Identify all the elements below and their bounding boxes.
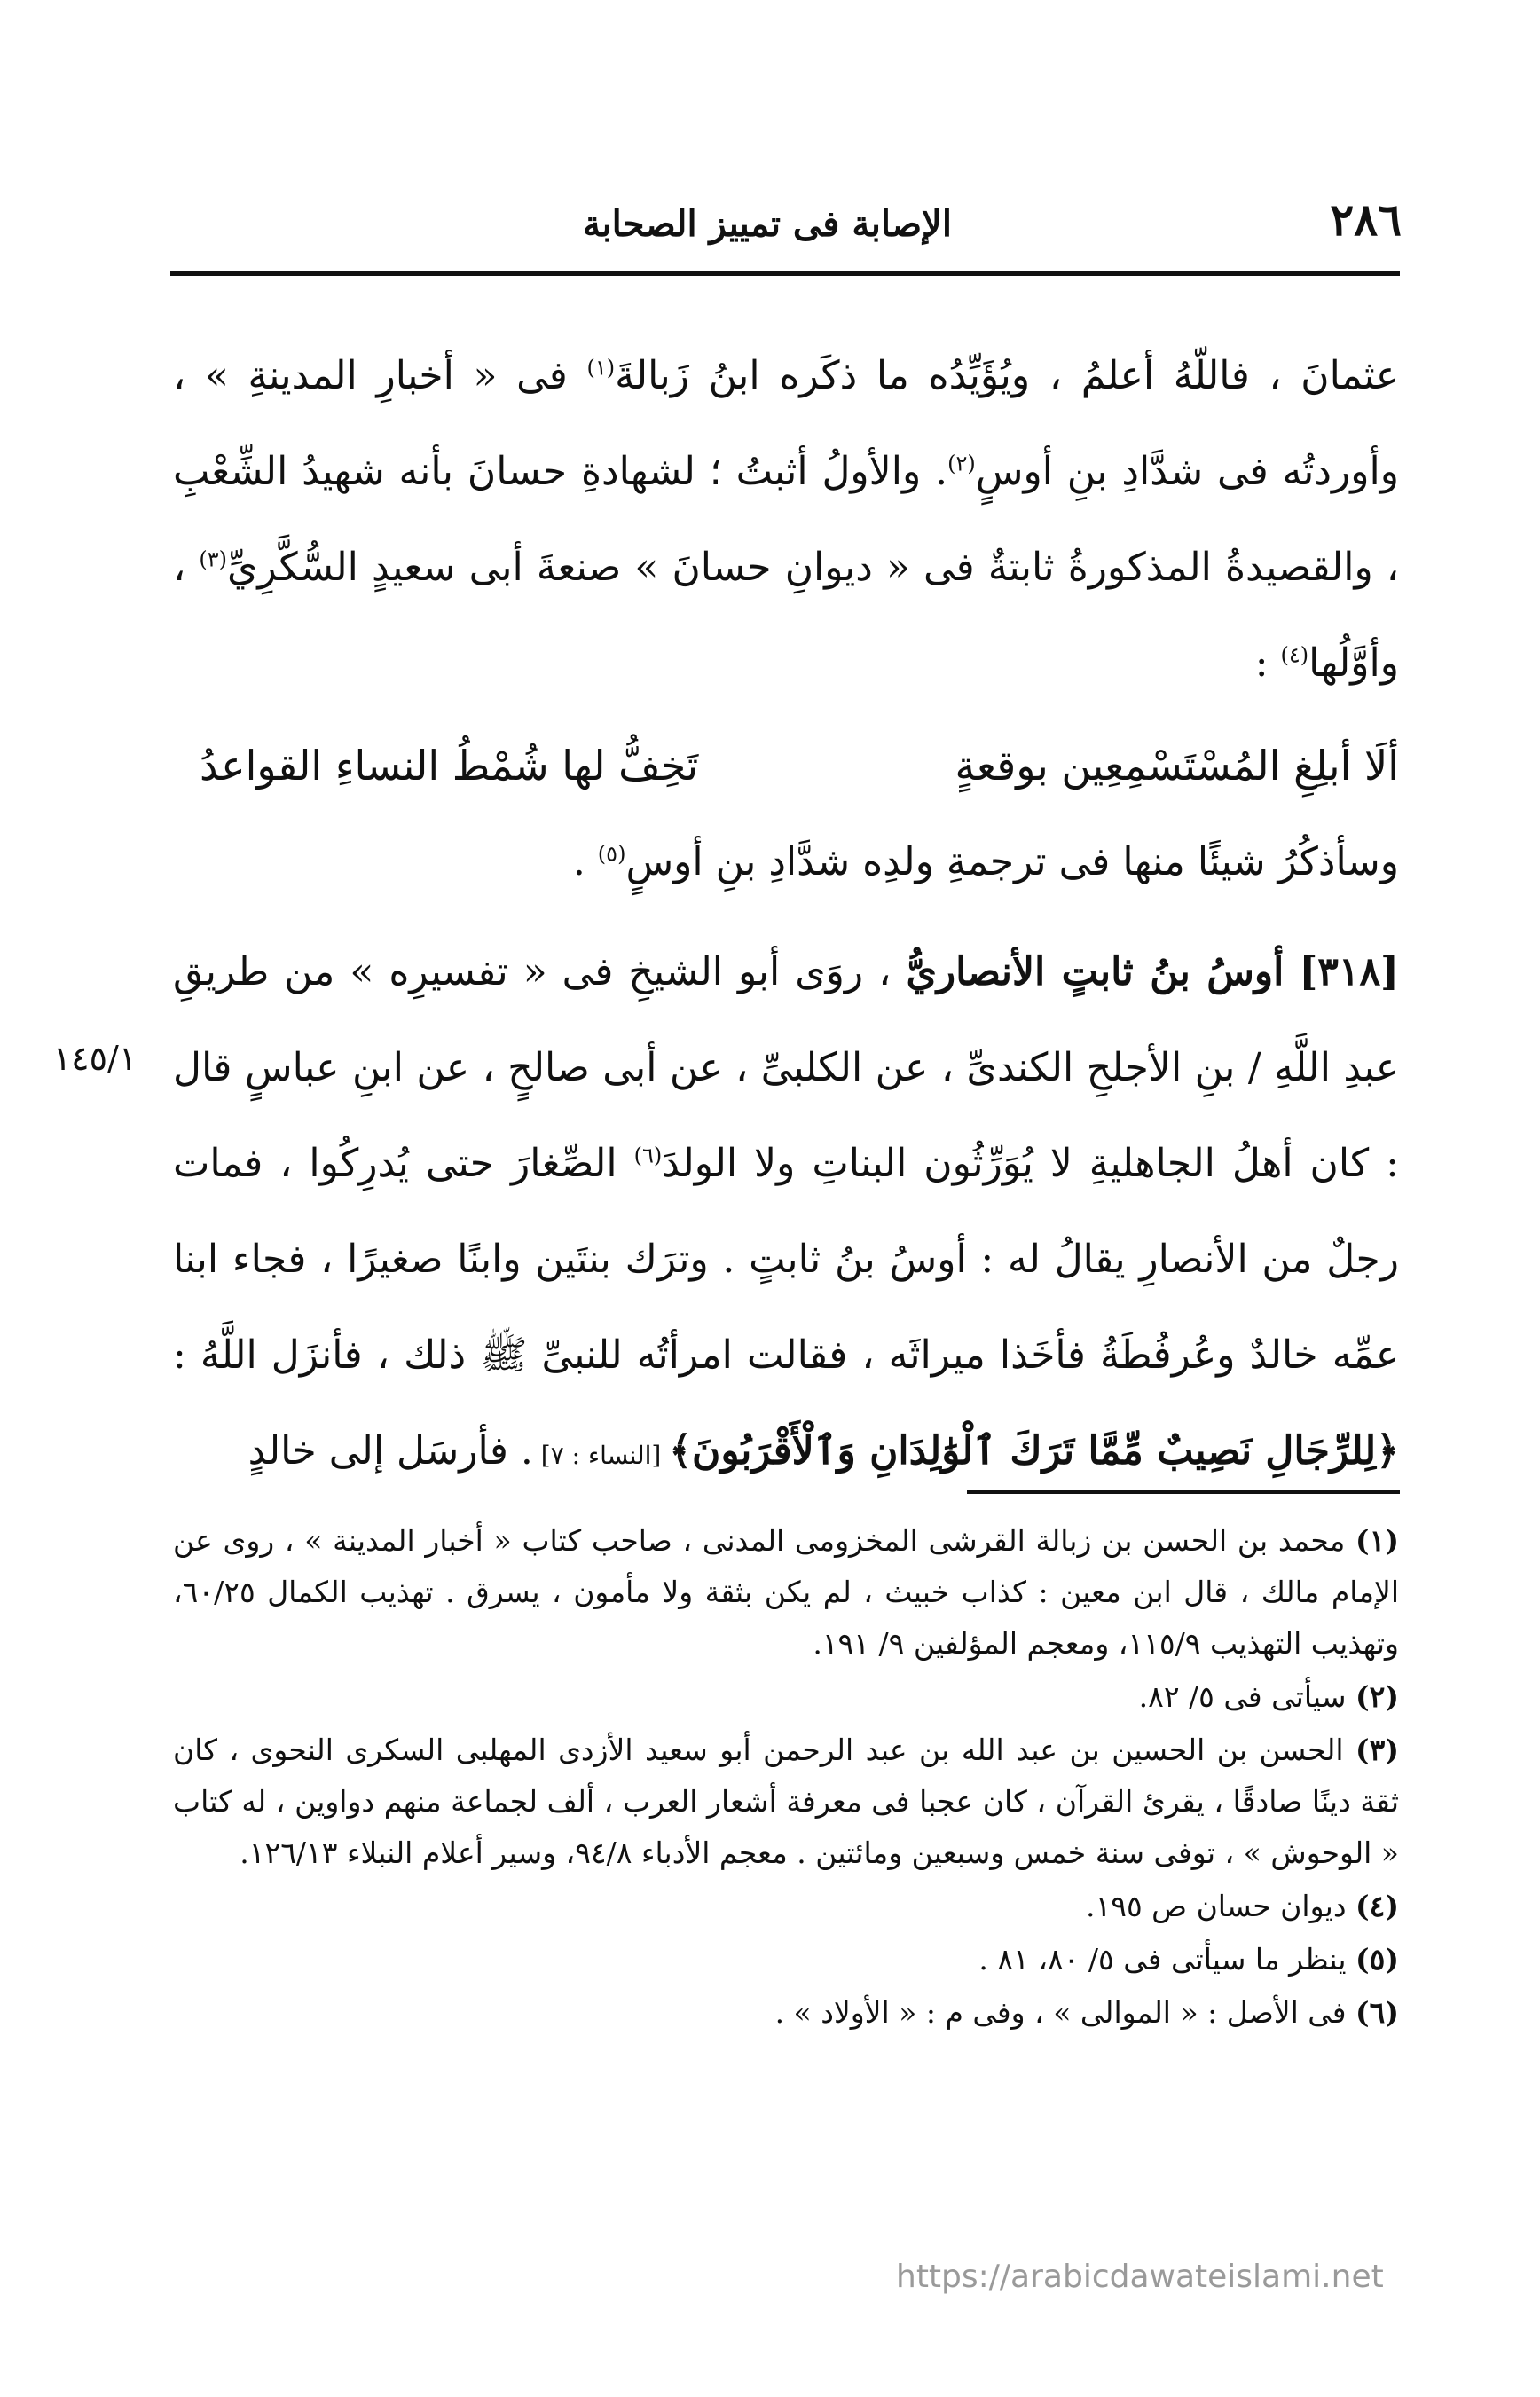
entry-number: [٣١٨] (1299, 949, 1399, 994)
entry-paragraph (173, 924, 1399, 1504)
text-segment: . فأرسَل إلى خالدٍ (248, 1428, 533, 1474)
footnote-3 (173, 1725, 1399, 1879)
footnote-1 (173, 1515, 1399, 1670)
footnote-number: (٣) (1355, 1733, 1399, 1767)
text-segment: الصِّغارَ حتى يُدرِكُوا ، فمات رجلٌ من الأنصارِ يقالُ له : أوسُ بنُ ثابتٍ . وترَك بنتَين وابنًا صغيرًا ، فجاء ابنا عمِّه خالدٌ وعُرفُطَةُ فأخَذا ميراثَه ، فقالت امرأتُه للنبىِّ ﷺ ذلك ، فأنزَل اللَّهُ : (173, 1141, 1399, 1378)
running-title: الإصابة فى تمييز الصحابة (583, 203, 952, 245)
footnote-number: (١) (1355, 1523, 1399, 1558)
footnote-text: سيأتى فى ٥/ ٨٢. (1138, 1679, 1356, 1714)
footnote-marker-4[interactable]: (٤) (1280, 642, 1309, 668)
footnote-marker-3[interactable]: (٣) (199, 546, 227, 572)
text-segment: وسأذكُرُ شيئًا منها فى ترجمةِ ولدِه شدَّادِ بنِ أوسٍ (625, 839, 1399, 884)
footnote-text: محمد بن الحسن بن زبالة القرشى المخزومى المدنى ، صاحب كتاب « أخبار المدينة » ، روى عن الإمام مالك ، قال ابن معين : كذاب خبيث ، لم يكن بثقة ولا مأمون ، يسرق . تهذيب الكمال ٦٠/٢٥، وتهذيب التهذيب ١١٥/٩، ومعجم المؤلفين ٩/ ١٩١. (173, 1523, 1399, 1661)
paragraph-2 (173, 814, 1399, 910)
footnote-6 (173, 1987, 1399, 2039)
footnote-number: (٤) (1355, 1889, 1399, 1923)
header-rule (170, 271, 1400, 276)
footnote-number: (٥) (1355, 1942, 1399, 1977)
text-segment: . والأولُ أثبتُ ؛ لشهادةِ حسانَ بأنه شهيدُ الشِّعْبِ ، والقصيدةُ المذكورةُ ثابتةٌ فى « ديوانِ حسانَ » صنعةَ أبى سعيدٍ السُّكَّرِيِّ (173, 449, 1400, 590)
footnote-number: (٢) (1355, 1679, 1399, 1714)
text-segment: ، وأوَّلُها (173, 545, 1399, 686)
footnote-2 (173, 1671, 1399, 1723)
footnote-5 (173, 1934, 1399, 1985)
entry-name: أوسُ بنُ ثابتٍ الأنصاريُّ (906, 949, 1285, 994)
footnote-text: فى الأصل : « الموالى » ، وفى م : « الأولاد » . (774, 1995, 1356, 2030)
footnote-marker-1[interactable]: (١) (586, 355, 616, 381)
footnote-rule (967, 1490, 1400, 1494)
poem-second-hemistich: تَخِفُّ لها شُمْطُ النساءِ القواعدُ (200, 742, 699, 790)
page-number: ٢٨٦ (1330, 193, 1402, 246)
footnote-marker-5[interactable]: (٥) (597, 841, 626, 867)
footnotes (173, 1515, 1399, 2040)
footnote-marker-2[interactable]: (٢) (947, 451, 976, 476)
text-segment: عثمانَ ، فاللّهُ أعلمُ ، ويُؤَيِّدُه ما ذكَره ابنُ زَبالةَ (615, 353, 1399, 398)
paragraph-1 (173, 328, 1399, 711)
text-segment: . (572, 839, 598, 884)
text-segment: فى « أخبارِ المدينةِ » ، وأوردتُه فى شدَّادِ بنِ أوسٍ (173, 353, 1399, 494)
footnote-number: (٦) (1355, 1995, 1399, 2030)
poem-verse (173, 717, 1399, 814)
footnote-text: ينظر ما سيأتى فى ٥/ ٨٠، ٨١ . (978, 1942, 1356, 1977)
watermark-url: https://arabicdawateislami.net (896, 2259, 1384, 2295)
footnote-text: الحسن بن الحسين بن عبد الله بن عبد الرحمن أبو سعيد الأزدى المهلبى السكرى النحوى ، كان ثقة دينًا صادقًا ، يقرئ القرآن ، كان عجبا فى معرفة أشعار العرب ، ألف لجماعة منهم دواوين ، له كتاب « الوحوش » ، توفى سنة خمس وسبعين ومائتين . معجم الأدباء ٩٤/٨، وسير أعلام النبلاء ١٢٦/١٣. (173, 1733, 1399, 1870)
text-segment: ، روَى أبو الشيخِ فى « تفسيرِه » من طريقِ عبدِ اللَّهِ / بنِ الأجلحِ الكندىِّ ، عن الكلبىِّ ، عن أبى صالحٍ ، عن ابنِ عباسٍ قال : كان أهلُ الجاهليةِ لا يُوَرِّثُون البناتِ ولا الولدَ (173, 949, 1399, 1186)
footnote-text: ديوان حسان ص ١٩٥. (1086, 1889, 1356, 1923)
verse-reference: [النساء : ٧] (532, 1441, 670, 1470)
footnote-4 (173, 1881, 1399, 1932)
margin-page-reference: ١٤٥/١ (52, 1039, 138, 1078)
poem-first-hemistich: ألَا أبلِغِ المُسْتَسْمِعِين بوقعةٍ (955, 742, 1399, 790)
footnote-marker-6[interactable]: (٦) (633, 1143, 663, 1168)
quran-verse: ﴿لِلرِّجَالِ نَصِيبٌ مِّمَّا تَرَكَ ٱلْوَٰلِدَانِ وَٱلْأَقْرَبُونَ﴾ (669, 1428, 1399, 1474)
text-segment: : (1254, 641, 1281, 686)
